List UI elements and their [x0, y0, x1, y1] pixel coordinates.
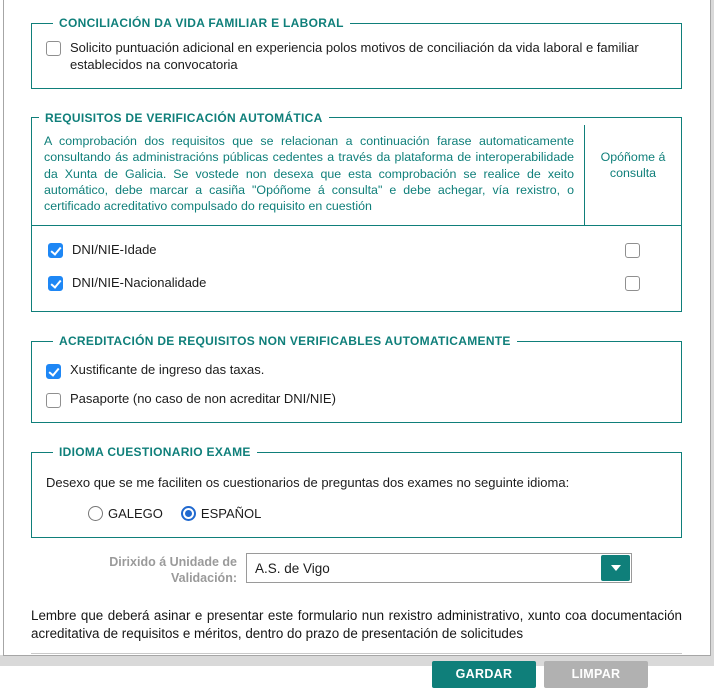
- pasaporte-checkbox[interactable]: [46, 393, 61, 408]
- espanol-radio[interactable]: [181, 506, 196, 521]
- select-dropdown-button[interactable]: [601, 555, 630, 581]
- button-row: [31, 661, 648, 688]
- section-requisitos: [31, 111, 682, 313]
- section-acreditacion: [31, 334, 682, 423]
- espanol-radio-label: ESPAÑOL: [200, 506, 262, 522]
- section-conciliacion: [31, 16, 682, 89]
- dni-idade-checkbox[interactable]: [48, 243, 63, 258]
- dni-nacionalidade-label: DNI/NIE-Nacionalidade: [72, 274, 207, 290]
- section-conciliacion-legend: CONCILIACIÓN DA VIDA FAMILIAR E LABORAL: [59, 16, 344, 30]
- footer-note: Lembre que deberá asinar e presentar este formulario nun rexistro administrativo, xunto coa documentación acreditativa de requisitos e méritos, dentro do prazo de presentación de solicitudes: [31, 608, 682, 641]
- save-button[interactable]: GARDAR: [432, 661, 536, 688]
- requisitos-intro-text: A comprobación dos requisitos que se relacionan a continuación farase automaticamente consultando ás administracións públicas cedentes a través da plataforma de interoperabilidade da Xunta de Galicia. Se vostede non desexa que esta comprobación se realice de xeito automático, debe marcar a casiña "Opóñome á consulta" e debe achegar, vía rexistro, o certificado acreditativo compulsado do requisito en cuestión: [44, 133, 574, 214]
- divider: [31, 653, 682, 654]
- clear-button[interactable]: LIMPAR: [544, 661, 648, 688]
- galego-radio[interactable]: [88, 506, 103, 521]
- dni-nacionalidade-checkbox[interactable]: [48, 276, 63, 291]
- list-item: [46, 362, 667, 379]
- section-requisitos-legend: REQUISITOS DE VERIFICACIÓN AUTOMÁTICA: [45, 110, 323, 125]
- conciliacion-row: [46, 40, 667, 74]
- dni-nacionalidade-oppose-checkbox[interactable]: [625, 276, 640, 291]
- taxas-label: Xustificante de ingreso das taxas.: [70, 362, 265, 378]
- unidade-select[interactable]: [246, 553, 632, 583]
- section-idioma-legend: IDIOMA CUESTIONARIO EXAME: [59, 445, 251, 460]
- taxas-checkbox[interactable]: [46, 364, 61, 379]
- radio-option-galego[interactable]: [88, 506, 163, 521]
- requisitos-header-row: [32, 125, 681, 226]
- unidade-row: [65, 553, 682, 586]
- list-item: [46, 391, 667, 408]
- radio-option-espanol[interactable]: [181, 506, 261, 521]
- section-idioma: [31, 445, 682, 538]
- galego-radio-label: GALEGO: [108, 506, 163, 522]
- form-panel: [3, 0, 711, 682]
- dni-idade-label: DNI/NIE-Idade: [72, 241, 157, 257]
- unidade-label: Dirixido á Unidade de Validación:: [109, 555, 237, 585]
- chevron-down-icon: [611, 565, 621, 571]
- table-row: [32, 234, 681, 267]
- oppose-column-header: Opóñome á consulta: [584, 125, 681, 225]
- dni-idade-oppose-checkbox[interactable]: [625, 243, 640, 258]
- unidade-select-value: A.S. de Vigo: [255, 560, 330, 576]
- conciliacion-checkbox-label: Solicito puntuación adicional en experiencia polos motivos de conciliación da vida laboral e familiar establecidos na convocatoria: [70, 40, 639, 72]
- conciliacion-checkbox[interactable]: [46, 41, 61, 56]
- section-acreditacion-legend: ACREDITACIÓN DE REQUISITOS NON VERIFICABLES AUTOMATICAMENTE: [59, 334, 511, 349]
- table-row: [32, 267, 681, 300]
- requisitos-rows: [32, 226, 681, 312]
- idioma-prompt: Desexo que se me faciliten os cuestionarios de preguntas dos exames no seguinte idioma:: [46, 475, 570, 491]
- idioma-options: [88, 506, 667, 521]
- pasaporte-label: Pasaporte (no caso de non acreditar DNI/NIE): [70, 391, 336, 407]
